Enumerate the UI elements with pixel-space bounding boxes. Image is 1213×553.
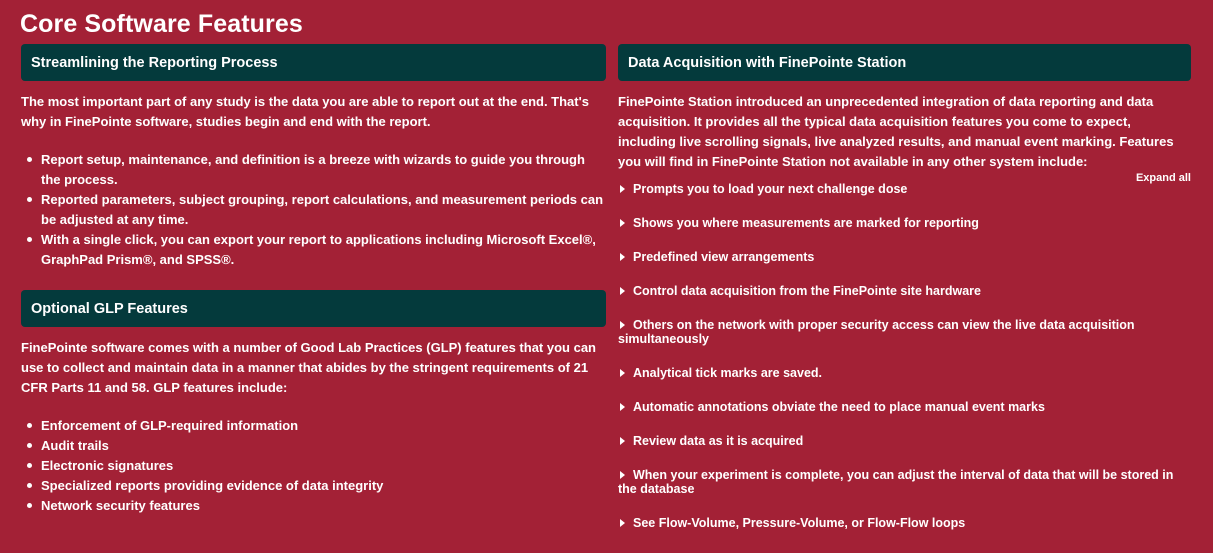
accordion-item-label: Shows you where measurements are marked for reporting [633,216,979,230]
reporting-bullet-list [21,150,606,270]
accordion-item-label: Analytical tick marks are saved. [633,366,823,380]
expand-all-link[interactable]: Expand all [1135,172,1191,184]
caret-right-icon [620,437,625,445]
accordion-item[interactable] [618,318,1191,346]
accordion-item[interactable] [618,182,1191,196]
list-item: Audit trails [41,436,606,456]
accordion-item-label: Predefined view arrangements [633,250,815,264]
right-column [618,44,1191,553]
acquisition-accordion [618,182,1191,550]
caret-right-icon [620,321,625,329]
reporting-intro: The most important part of any study is the data you are able to report out at the end. That's why in FinePointe software, studies begin and end with the report. [21,94,589,129]
list-item: Specialized reports providing evidence of data integrity [41,476,606,496]
reporting-section-header [21,44,606,81]
glp-intro: FinePointe software comes with a number of Good Lab Practices (GLP) features that you can use to collect and maintain data in a manner that abides by the stringent requirements of 21 CFR Parts 11 and 58. GLP features include: [21,340,596,395]
caret-right-icon [620,253,625,261]
caret-right-icon [620,287,625,295]
left-column [21,44,606,516]
acquisition-section-header [618,44,1191,81]
caret-right-icon [620,219,625,227]
accordion-item[interactable] [618,366,1191,380]
caret-right-icon [620,185,625,193]
caret-right-icon [620,369,625,377]
glp-bullet-list [21,416,606,516]
glp-section-header [21,290,606,327]
accordion-item-label: When your experiment is complete, you can adjust the interval of data that will be stored in the database [618,468,1174,496]
accordion-item-label: Others on the network with proper security access can view the live data acquisition simultaneously [618,318,1135,346]
page-title: Core Software Features [20,10,303,38]
accordion-item[interactable] [618,434,1191,448]
accordion-item[interactable] [618,216,1191,230]
list-item: Report setup, maintenance, and definition is a breeze with wizards to guide you through the process. [41,150,606,190]
caret-right-icon [620,519,625,527]
accordion-item-label: Prompts you to load your next challenge dose [633,182,908,196]
list-item: With a single click, you can export your report to applications including Microsoft Excel®, GraphPad Prism®, and SPSS®. [41,230,606,270]
accordion-item[interactable] [618,468,1191,496]
accordion-item[interactable] [618,284,1191,298]
caret-right-icon [620,471,625,479]
reporting-header-label: Streamlining the Reporting Process [31,54,278,71]
acquisition-header-label: Data Acquisition with FinePointe Station [628,54,907,71]
accordion-item-label: Automatic annotations obviate the need to place manual event marks [633,400,1045,414]
list-item: Network security features [41,496,606,516]
list-item: Enforcement of GLP-required information [41,416,606,436]
glp-header-label: Optional GLP Features [31,300,188,317]
accordion-item[interactable] [618,400,1191,414]
accordion-item-label: Control data acquisition from the FinePointe site hardware [633,284,981,298]
acquisition-intro: FinePointe Station introduced an unprecedented integration of data reporting and data acquisition. It provides all the typical data acquisition features you come to expect, including live scrolling signals, live analyzed results, and manual event marking. Features you will find in FinePointe Station not available in any other system include: [618,94,1174,169]
list-item: Electronic signatures [41,456,606,476]
list-item: Reported parameters, subject grouping, report calculations, and measurement periods can be adjusted at any time. [41,190,606,230]
accordion-item[interactable] [618,516,1191,530]
accordion-item[interactable] [618,250,1191,264]
caret-right-icon [620,403,625,411]
accordion-item-label: See Flow-Volume, Pressure-Volume, or Flow-Flow loops [633,516,966,530]
accordion-item-label: Review data as it is acquired [633,434,804,448]
